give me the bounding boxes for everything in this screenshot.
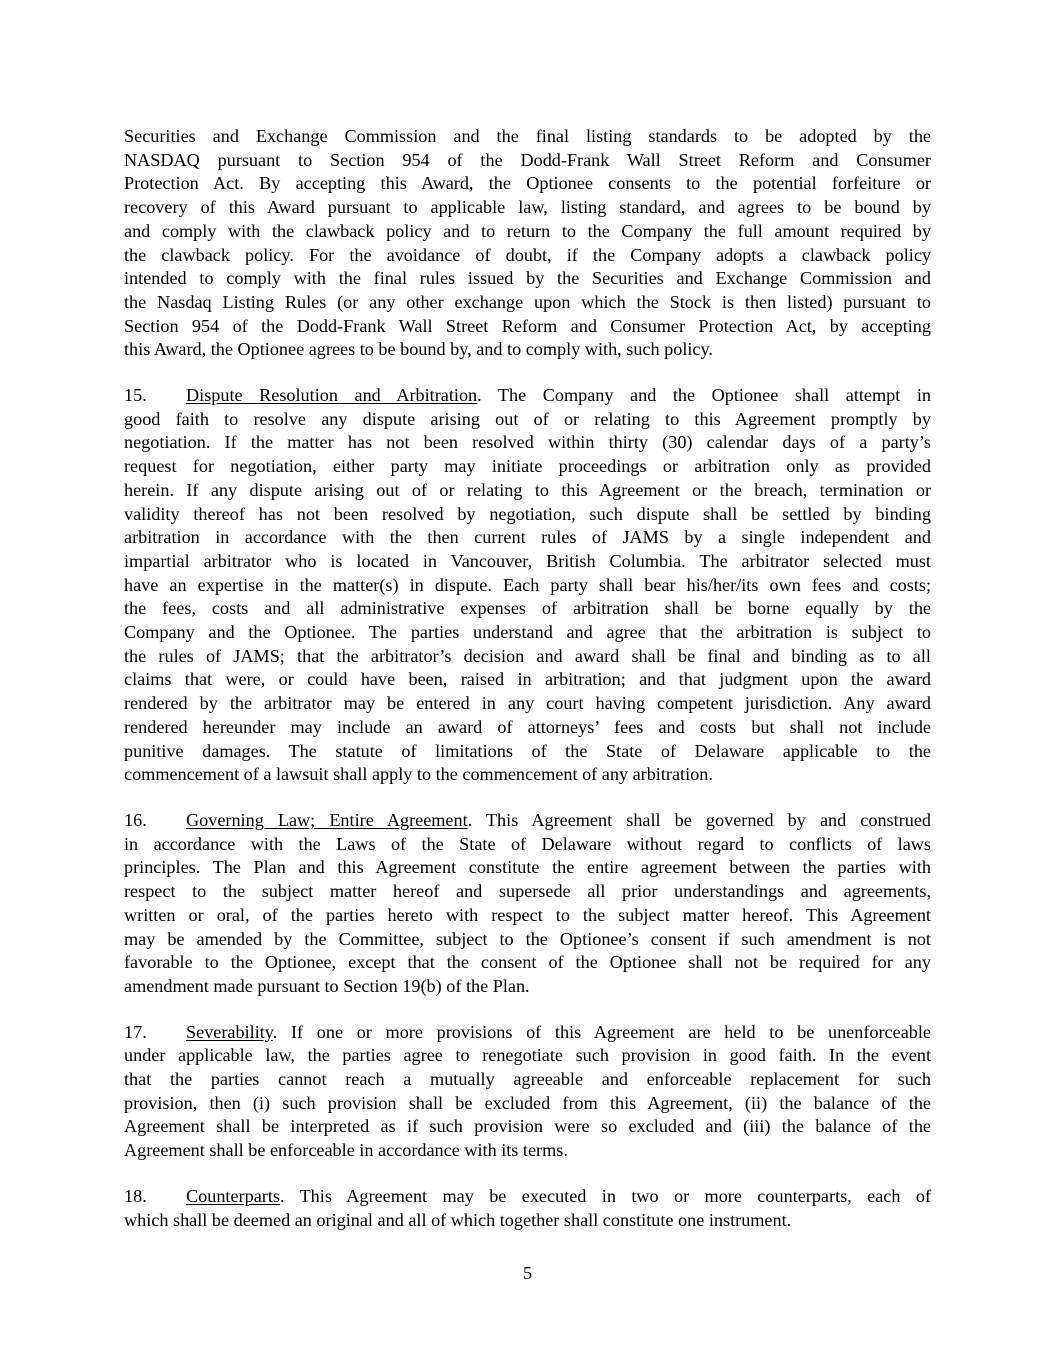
text-line: provision, then (i) such provision shall be excluded from this Agreement, (ii) the balance of the (124, 1092, 931, 1113)
text-line: claims that were, or could have been, raised in arbitration; and that judgment upon the award (124, 669, 931, 690)
text-line: Agreement shall be enforceable in accordance with its terms. (124, 1140, 568, 1161)
line-text: . If one or more provisions of this Agreement are held to be unenforceable (272, 1021, 931, 1042)
text-line: favorable to the Optionee, except that the consent of the Optionee shall not be required for any (124, 952, 931, 973)
text-line: this Award, the Optionee agrees to be bound by, and to comply with, such policy. (124, 339, 713, 360)
text-line: Agreement shall be interpreted as if such provision were so excluded and (iii) the balance of the (124, 1116, 931, 1137)
text-line: which shall be deemed an original and all of which together shall constitute one instrument. (124, 1209, 792, 1230)
section-16 (124, 809, 931, 999)
section-15 (124, 384, 931, 787)
text-line: the Nasdaq Listing Rules (or any other exchange upon which the Stock is then listed) pursuant to (124, 291, 931, 312)
section-heading: Dispute Resolution and Arbitration (186, 385, 478, 406)
text-line: amendment made pursuant to Section 19(b) of the Plan. (124, 975, 530, 996)
text-line: have an expertise in the matter(s) in dispute. Each party shall bear his/her/its own fees and costs; (124, 574, 931, 595)
section-number: 17. (124, 1021, 147, 1042)
text-line: arbitration in accordance with the then current rules of JAMS by a single independent and (124, 527, 931, 548)
document-body (124, 125, 931, 1254)
text-line: good faith to resolve any dispute arising out of or relating to this Agreement promptly by (124, 408, 931, 429)
text-line: punitive damages. The statute of limitations of the State of Delaware applicable to the (124, 740, 931, 761)
text-line: that the parties cannot reach a mutually agreeable and enforceable replacement for such (124, 1069, 931, 1090)
text-line: herein. If any dispute arising out of or relating to this Agreement or the breach, termination or (124, 479, 931, 500)
text-line: and comply with the clawback policy and to return to the Company the full amount required by (124, 220, 931, 241)
text-line: the clawback policy. For the avoidance of doubt, if the Company adopts a clawback policy (124, 244, 931, 265)
text-line: Protection Act. By accepting this Award, the Optionee consents to the potential forfeiture or (124, 173, 931, 194)
text-line: validity thereof has not been resolved by negotiation, such dispute shall be settled by binding (124, 503, 931, 524)
text-line: in accordance with the Laws of the State of Delaware without regard to conflicts of laws (124, 833, 931, 854)
text-line: NASDAQ pursuant to Section 954 of the Dodd-Frank Wall Street Reform and Consumer (124, 149, 931, 170)
text-line: rendered hereunder may include an award of attorneys’ fees and costs but shall not include (124, 716, 931, 737)
text-line (124, 1185, 931, 1209)
text-line: intended to comply with the final rules issued by the Securities and Exchange Commission and (124, 268, 931, 289)
section-number: 16. (124, 809, 147, 830)
text-line (124, 384, 931, 408)
text-line: Securities and Exchange Commission and the final listing standards to be adopted by the (124, 126, 931, 146)
text-line: Company and the Optionee. The parties understand and agree that the arbitration is subject to (124, 622, 931, 643)
text-line: request for negotiation, either party may initiate proceedings or arbitration only as provided (124, 456, 931, 477)
line-text: . This Agreement may be executed in two or more counterparts, each of (279, 1185, 931, 1206)
section-heading: Governing Law; Entire Agreement (186, 809, 468, 830)
text-line: commencement of a lawsuit shall apply to the commencement of any arbitration. (124, 764, 713, 785)
text-line (124, 1021, 931, 1045)
text-line: the fees, costs and all administrative expenses of arbitration shall be borne equally by the (124, 598, 931, 619)
text-line: recovery of this Award pursuant to applicable law, listing standard, and agrees to be bound by (124, 197, 931, 218)
text-line: Section 954 of the Dodd-Frank Wall Street Reform and Consumer Protection Act, by accepting (124, 315, 931, 336)
text-line (124, 809, 931, 833)
text-line: negotiation. If the matter has not been resolved within thirty (30) calendar days of a party’s (124, 432, 931, 453)
section-heading: Severability (186, 1021, 273, 1042)
text-line: respect to the subject matter hereof and supersede all prior understandings and agreements, (124, 881, 931, 902)
section-18 (124, 1185, 931, 1232)
text-line: impartial arbitrator who is located in Vancouver, British Columbia. The arbitrator selected must (124, 550, 931, 571)
text-line: under applicable law, the parties agree to renegotiate such provision in good faith. In the event (124, 1045, 931, 1066)
page-number: 5 (522, 1263, 533, 1283)
text-line: may be amended by the Committee, subject to the Optionee’s consent if such amendment is not (124, 928, 931, 949)
line-text: . This Agreement shall be governed by and construed (467, 809, 931, 830)
text-line: written or oral, of the parties hereto with respect to the subject matter hereof. This Agreement (124, 904, 931, 925)
line-text: . The Company and the Optionee shall attempt in (477, 385, 931, 406)
text-line: the rules of JAMS; that the arbitrator’s decision and award shall be final and binding as to all (124, 645, 931, 666)
section-number: 15. (124, 385, 147, 406)
paragraph-continuation (124, 125, 931, 362)
text-line: principles. The Plan and this Agreement constitute the entire agreement between the parties with (124, 857, 931, 878)
section-heading: Counterparts (186, 1185, 280, 1206)
section-number: 18. (124, 1185, 147, 1206)
section-17 (124, 1021, 931, 1163)
text-line: rendered by the arbitrator may be entered in any court having competent jurisdiction. Any award (124, 693, 931, 714)
